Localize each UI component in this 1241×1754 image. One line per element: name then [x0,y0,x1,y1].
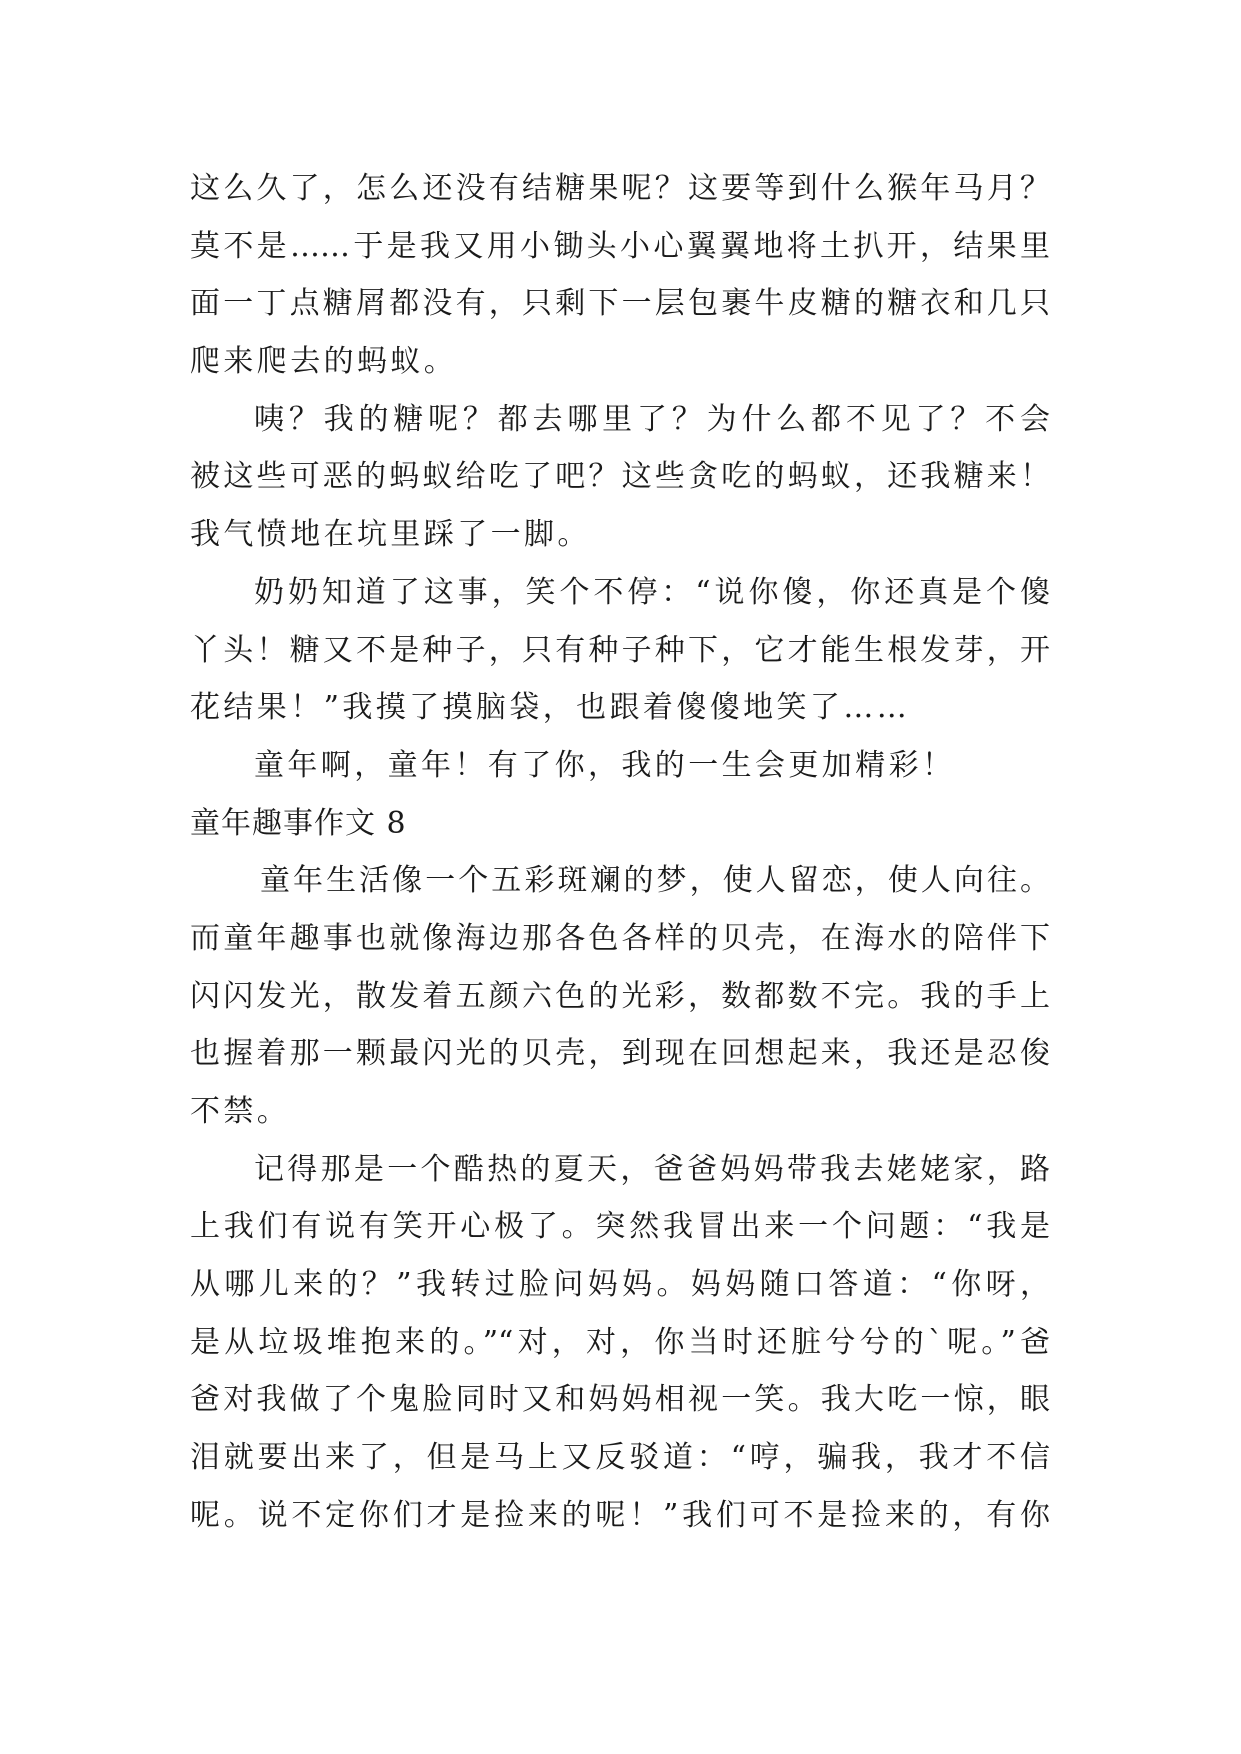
text-line: 也握着那一颗最闪光的贝壳，到现在回想起来，我还是忍俊 [190,1036,1050,1072]
text-line: 我气愤地在坑里踩了一脚。 [190,517,591,553]
text-line: 爸对我做了个鬼脸同时又和妈妈相视一笑。我大吃一惊，眼 [190,1382,1050,1418]
essay-body [190,160,1050,1545]
text-line: 面一丁点糖屑都没有，只剩下一层包裹牛皮糖的糖衣和几只 [190,286,1050,322]
text-line: 被这些可恶的蚂蚁给吃了吧？这些贪吃的蚂蚁，还我糖来！ [190,459,1050,495]
text-line: 爬来爬去的蚂蚁。 [190,344,458,380]
section-title: 童年趣事作文 8 [190,805,407,841]
text-line: 这么久了，怎么还没有结糖果呢？这要等到什么猴年马月？ [190,171,1050,206]
text-line: 闪闪发光，散发着五颜六色的光彩，数都数不完。我的手上 [190,978,1050,1014]
text-line: 丫头！糖又不是种子，只有种子种下，它才能生根发芽，开 [190,632,1050,668]
text-line: 奶奶知道了这事，笑个不停：“说你傻，你还真是个傻 [254,574,1050,610]
text-line: 泪就要出来了，但是马上又反驳道：“哼，骗我，我才不信 [190,1440,1050,1476]
text-line: 记得那是一个酷热的夏天，爸爸妈妈带我去姥姥家，路 [254,1151,1050,1187]
text-line: 呢。说不定你们才是捡来的呢！”我们可不是捡来的，有你 [190,1497,1050,1533]
text-line: 花结果！”我摸了摸脑袋，也跟着傻傻地笑了…… [190,690,911,726]
text-line: 咦？我的糖呢？都去哪里了？为什么都不见了？不会 [254,401,1050,437]
text-line: 上我们有说有笑开心极了。突然我冒出来一个问题：“我是 [190,1209,1050,1245]
text-line: 从哪儿来的？”我转过脸问妈妈。妈妈随口答道：“你呀， [190,1267,1050,1303]
text-line: 而童年趣事也就像海边那各色各样的贝壳，在海水的陪伴下 [190,920,1050,956]
text-line: 童年啊，童年！有了你，我的一生会更加精彩！ [254,747,956,783]
text-line: 莫不是……于是我又用小锄头小心翼翼地将土扒开，结果里 [190,228,1050,264]
text-line: 童年生活像一个五彩斑斓的梦，使人留恋，使人向往。 [260,863,1050,899]
text-line: 是从垃圾堆抱来的。”“对，对，你当时还脏兮兮的`呢。”爸 [190,1324,1050,1360]
text-line: 不禁。 [190,1094,291,1129]
